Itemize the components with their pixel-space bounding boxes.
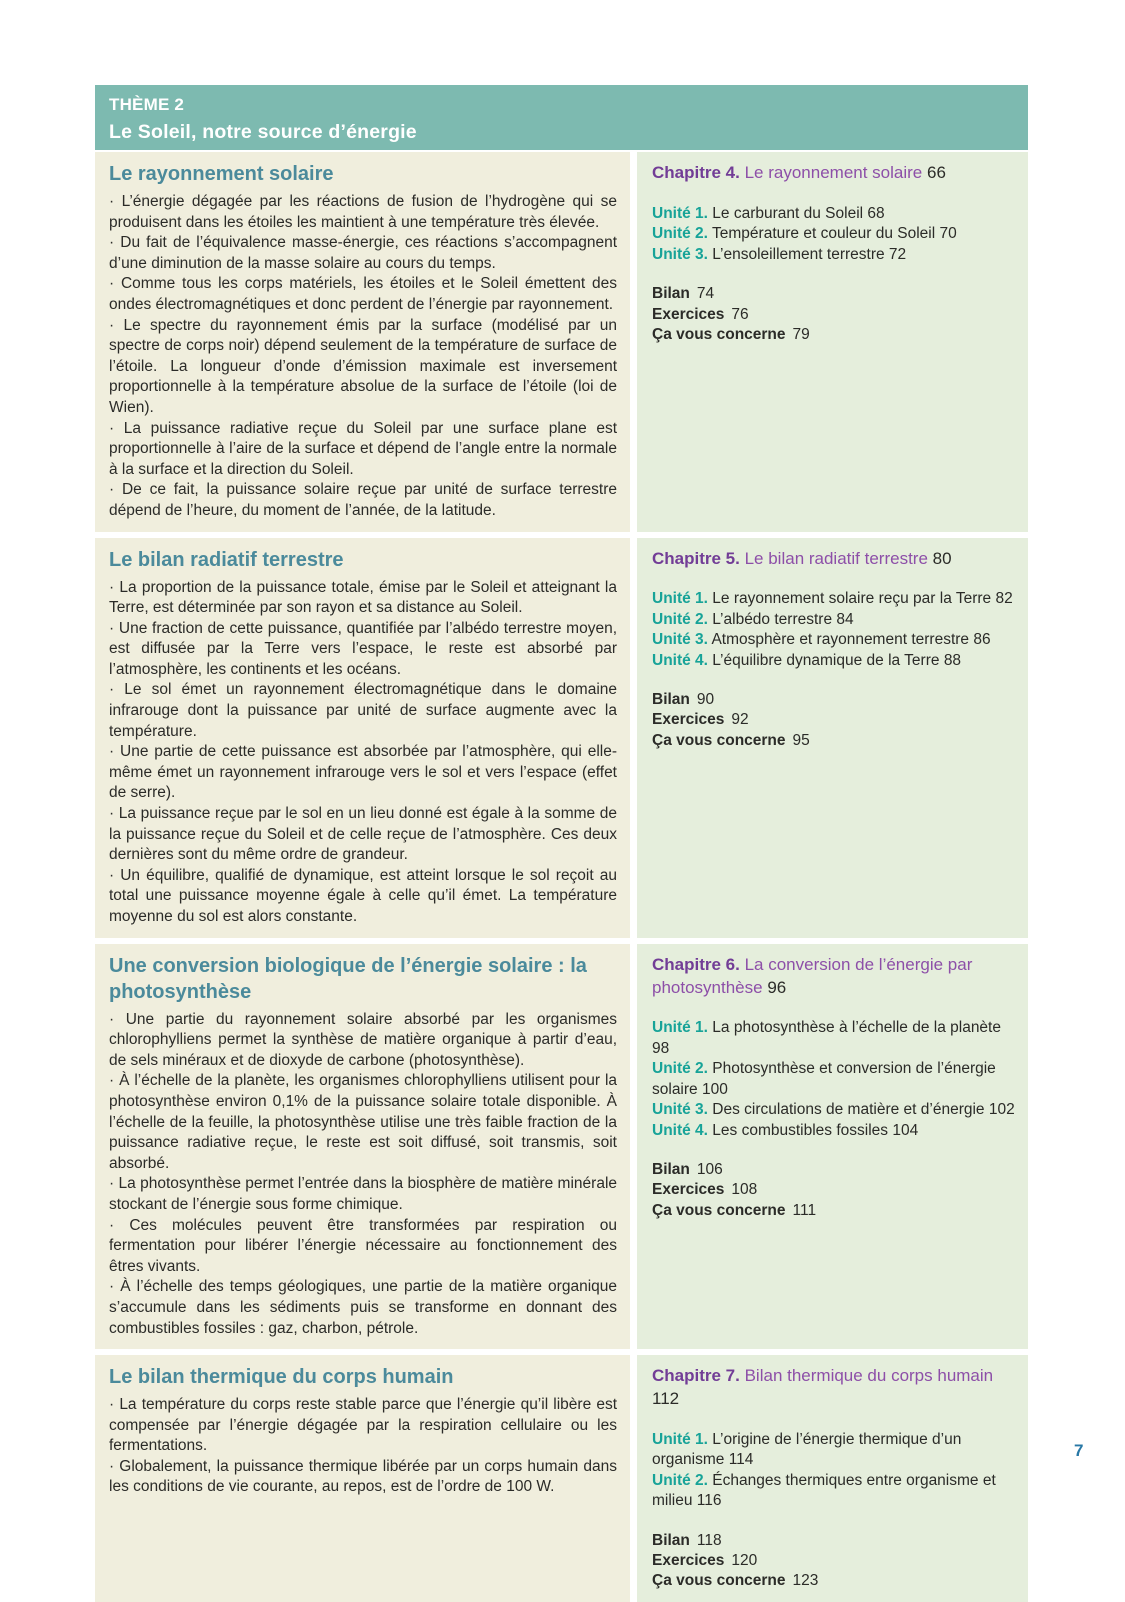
unit-label: Unité 2. bbox=[652, 1060, 708, 1078]
chapter-title: Le bilan radiatif terrestre bbox=[744, 548, 928, 568]
unit-title: Le carburant du Soleil bbox=[712, 204, 864, 222]
summary-bullet: · L’énergie dégagée par les réactions de fusion de l’hydrogène qui se produisent dans les étoiles les maintient à une température très élevée. bbox=[109, 192, 617, 233]
extra-label: Exercices bbox=[652, 1181, 725, 1199]
extra-label: Ça vous concerne bbox=[652, 731, 786, 749]
extra-page-number: 111 bbox=[792, 1201, 817, 1219]
extra-list bbox=[652, 1160, 1016, 1221]
unit-entry bbox=[652, 245, 1016, 265]
summary-bullet: · Une fraction de cette puissance, quantifiée par l’albédo terrestre moyen, est diffusée par la Terre vers l’espace, le reste est absorbé par l’atmosphère, les continents et les océans. bbox=[109, 619, 617, 681]
extra-page-number: 123 bbox=[792, 1572, 819, 1590]
chapter-heading bbox=[652, 954, 1016, 1000]
summary-bullet: · Comme tous les corps matériels, les étoiles et le Soleil émettent des ondes électromagnétiques et donc perdent de l’énergie par rayonnement. bbox=[109, 274, 617, 315]
unit-title: Température et couleur du Soleil bbox=[712, 225, 936, 243]
theme-row-bilan-radiatif bbox=[95, 538, 1028, 938]
theme-row-bilan-thermique bbox=[95, 1355, 1028, 1602]
unit-page-number: 72 bbox=[888, 245, 907, 263]
theme-rows bbox=[95, 152, 1028, 1602]
unit-page-number: 82 bbox=[995, 590, 1013, 608]
extra-page-number: 74 bbox=[696, 285, 715, 303]
summary-bullet: · Ces molécules peuvent être transformées par respiration ou fermentation pour libérer l’énergie nécessaire au fonctionnement des êtres vivants. bbox=[109, 1216, 617, 1278]
unit-label: Unité 2. bbox=[652, 1471, 708, 1489]
summary-heading: Le bilan radiatif terrestre bbox=[109, 548, 344, 571]
chapter-title: La conversion de l’énergie par photosynthèse bbox=[652, 954, 973, 997]
unit-title: Les combustibles fossiles bbox=[712, 1121, 889, 1139]
summary-bullet: · La puissance reçue par le sol en un lieu donné est égale à la somme de la puissance reçue du Soleil et de celle reçue de l’atmosphère. Ces deux dernières sont du même ordre de grandeur. bbox=[109, 804, 617, 866]
theme-label: THÈME 2 bbox=[109, 95, 185, 114]
extra-entry-ca-vous-concerne bbox=[652, 1571, 1016, 1591]
extra-label: Bilan bbox=[652, 1531, 690, 1549]
unit-page-number: 100 bbox=[701, 1080, 728, 1098]
unit-page-number: 88 bbox=[943, 651, 962, 669]
unit-entry bbox=[652, 630, 1016, 650]
unit-label: Unité 3. bbox=[652, 245, 708, 263]
unit-label: Unité 1. bbox=[652, 204, 708, 222]
extra-label: Bilan bbox=[652, 285, 690, 303]
extra-entry-bilan bbox=[652, 284, 1016, 304]
unit-entry bbox=[652, 1059, 1016, 1100]
chapter-label: Chapitre 6. bbox=[652, 954, 740, 974]
unit-entry bbox=[652, 651, 1016, 671]
extra-label: Ça vous concerne bbox=[652, 1201, 786, 1219]
unit-title: Atmosphère et rayonnement terrestre bbox=[711, 631, 970, 649]
summary-bullet: · Une partie du rayonnement solaire absorbé par les organismes chlorophylliens permet la synthèse de matière organique à partir d’eau, de sels minéraux et de dioxyde de carbone (photosynthèse). bbox=[109, 1010, 617, 1072]
extra-entry-ca-vous-concerne bbox=[652, 731, 1016, 751]
theme-title: Le Soleil, notre source d’énergie bbox=[109, 121, 417, 144]
extra-label: Exercices bbox=[652, 305, 725, 323]
unit-label: Unité 3. bbox=[652, 631, 708, 649]
unit-title: La photosynthèse à l’échelle de la planète bbox=[712, 1019, 1001, 1037]
extra-page-number: 120 bbox=[731, 1552, 758, 1569]
chapter-panel bbox=[637, 944, 1028, 1350]
unit-page-number: 104 bbox=[892, 1121, 919, 1139]
extra-page-number: 79 bbox=[792, 325, 810, 343]
page-number: 7 bbox=[1074, 1441, 1084, 1460]
summary-bullet: · La puissance radiative reçue du Soleil par une surface plane est proportionnelle à l’aire de la surface et dépend de l’angle entre la normale à la surface et la direction du Soleil. bbox=[109, 419, 617, 481]
unit-page-number: 84 bbox=[836, 610, 854, 628]
summary-panel bbox=[95, 152, 630, 532]
summary-bullet: · Un équilibre, qualifié de dynamique, est atteint lorsque le sol reçoit au total une puissance moyenne égale à celle qu’il émet. La température moyenne du sol est alors constante. bbox=[109, 866, 617, 928]
extra-entry-bilan bbox=[652, 1531, 1016, 1551]
unit-label: Unité 2. bbox=[652, 225, 708, 243]
unit-label: Unité 1. bbox=[652, 1019, 708, 1037]
unit-list bbox=[652, 1018, 1016, 1140]
chapter-page-number: 66 bbox=[927, 163, 946, 182]
summary-bullet: · Une partie de cette puissance est absorbée par l’atmosphère, qui elle-même émet un rayonnement infrarouge vers le sol et vers l’espace (effet de serre). bbox=[109, 742, 617, 804]
theme-row-photosynthese bbox=[95, 944, 1028, 1350]
unit-title: L’équilibre dynamique de la Terre bbox=[712, 651, 940, 669]
summary-bullet: · La température du corps reste stable parce que l’énergie qu’il libère est compensée par l’énergie dégagée par la respiration cellulaire ou les fermentations. bbox=[109, 1395, 617, 1457]
extra-list bbox=[652, 284, 1016, 345]
extra-page-number: 76 bbox=[731, 305, 749, 323]
extra-page-number: 90 bbox=[696, 691, 715, 709]
theme-row-rayonnement bbox=[95, 152, 1028, 532]
summary-bullet: · À l’échelle de la planète, les organismes chlorophylliens utilisent pour la photosynthèse environ 0,1% de la puissance solaire totale disponible. À l’échelle de la feuille, la photosynthèse utilise une très faible fraction de la puissance radiative reçue, le reste est soit diffusé, soit transmis, soit absorbé. bbox=[109, 1071, 617, 1174]
unit-title: L’origine de l’énergie thermique d’un organisme bbox=[652, 1430, 962, 1469]
extra-entry-ca-vous-concerne bbox=[652, 325, 1016, 345]
extra-page-number: 95 bbox=[792, 731, 810, 749]
unit-label: Unité 4. bbox=[652, 1121, 708, 1139]
summary-heading: Une conversion biologique de l’énergie solaire : la photosynthèse bbox=[109, 954, 587, 1003]
unit-page-number: 116 bbox=[696, 1492, 722, 1510]
extra-page-number: 106 bbox=[696, 1160, 723, 1178]
unit-page-number: 68 bbox=[867, 204, 885, 222]
extra-list bbox=[652, 1531, 1016, 1592]
unit-entry bbox=[652, 589, 1016, 609]
extra-entry-exercices bbox=[652, 1180, 1016, 1200]
extra-entry-exercices bbox=[652, 305, 1016, 325]
extra-page-number: 92 bbox=[731, 711, 749, 729]
summary-heading: Le bilan thermique du corps humain bbox=[109, 1366, 454, 1389]
chapter-heading bbox=[652, 548, 1016, 571]
extra-entry-bilan bbox=[652, 1160, 1016, 1180]
chapter-panel bbox=[637, 1355, 1028, 1602]
summary-panel bbox=[95, 538, 630, 938]
summary-panel bbox=[95, 944, 630, 1350]
unit-entry bbox=[652, 610, 1016, 630]
extra-label: Bilan bbox=[652, 691, 690, 709]
summary-bullet: · Globalement, la puissance thermique libérée par un corps humain dans les conditions de vie courante, au repos, est de l’ordre de 100 W. bbox=[109, 1457, 617, 1498]
summary-bullet: · Du fait de l’équivalence masse-énergie, ces réactions s’accompagnent d’une diminution de la masse solaire au cours du temps. bbox=[109, 233, 617, 274]
unit-label: Unité 1. bbox=[652, 590, 708, 608]
unit-entry bbox=[652, 1018, 1016, 1059]
chapter-panel bbox=[637, 152, 1028, 532]
unit-title: Le rayonnement solaire reçu par la Terre bbox=[712, 590, 992, 608]
summary-bullet: · La proportion de la puissance totale, émise par le Soleil et atteignant la Terre, est déterminée par son rayon et sa distance au Soleil. bbox=[109, 578, 617, 619]
extra-page-number: 108 bbox=[731, 1181, 758, 1199]
unit-entry bbox=[652, 224, 1016, 244]
unit-title: L’albédo terrestre bbox=[712, 610, 833, 628]
chapter-page-number: 112 bbox=[652, 1389, 680, 1409]
extra-page-number: 118 bbox=[696, 1531, 722, 1549]
extra-label: Exercices bbox=[652, 711, 725, 729]
extra-label: Bilan bbox=[652, 1160, 690, 1178]
chapter-heading bbox=[652, 1365, 1016, 1411]
chapter-page-number: 80 bbox=[932, 548, 952, 568]
chapter-page-number: 96 bbox=[767, 977, 787, 997]
chapter-panel bbox=[637, 538, 1028, 938]
extra-entry-bilan bbox=[652, 690, 1016, 710]
chapter-heading bbox=[652, 162, 1016, 185]
extra-entry-ca-vous-concerne bbox=[652, 1201, 1016, 1221]
unit-title: Échanges thermiques entre organisme et milieu bbox=[652, 1471, 996, 1510]
unit-entry bbox=[652, 1471, 1016, 1512]
unit-entry bbox=[652, 1100, 1016, 1120]
unit-label: Unité 4. bbox=[652, 651, 708, 669]
unit-title: Des circulations de matière et d’énergie bbox=[712, 1101, 985, 1119]
unit-list bbox=[652, 1430, 1016, 1512]
extra-label: Exercices bbox=[652, 1552, 725, 1569]
unit-page-number: 102 bbox=[988, 1101, 1015, 1119]
unit-label: Unité 3. bbox=[652, 1101, 708, 1119]
chapter-label: Chapitre 5. bbox=[652, 548, 740, 568]
unit-page-number: 114 bbox=[728, 1451, 754, 1469]
chapter-title: Le rayonnement solaire bbox=[744, 163, 923, 182]
unit-page-number: 98 bbox=[652, 1039, 670, 1057]
summary-bullet: · La photosynthèse permet l’entrée dans la biosphère de matière minérale stockant de l’énergie sous forme chimique. bbox=[109, 1174, 617, 1215]
chapter-title: Bilan thermique du corps humain bbox=[744, 1366, 994, 1386]
summary-bullet: · À l’échelle des temps géologiques, une partie de la matière organique s’accumule dans les sédiments puis se transforme en donnant des combustibles fossiles : gaz, charbon, pétrole. bbox=[109, 1277, 617, 1339]
unit-title: L’ensoleillement terrestre bbox=[712, 245, 885, 263]
unit-page-number: 70 bbox=[939, 225, 957, 243]
theme-header bbox=[95, 85, 1028, 150]
chapter-label: Chapitre 4. bbox=[652, 163, 740, 182]
summary-panel bbox=[95, 1355, 630, 1602]
unit-page-number: 86 bbox=[973, 631, 991, 649]
extra-entry-exercices bbox=[652, 710, 1016, 730]
summary-bullet: · Le sol émet un rayonnement électromagnétique dans le domaine infrarouge dont la puissance par unité de surface augmente avec la température. bbox=[109, 680, 617, 742]
unit-list bbox=[652, 204, 1016, 265]
content-sheet bbox=[95, 85, 1028, 1602]
chapter-label: Chapitre 7. bbox=[652, 1366, 740, 1386]
summary-heading: Le rayonnement solaire bbox=[109, 163, 334, 185]
extra-entry-exercices bbox=[652, 1551, 1016, 1571]
unit-label: Unité 2. bbox=[652, 610, 708, 628]
unit-label: Unité 1. bbox=[652, 1430, 708, 1448]
unit-entry bbox=[652, 1430, 1016, 1471]
summary-bullet: · Le spectre du rayonnement émis par la surface (modélisé par un spectre de corps noir) dépend seulement de la température de surface de l’étoile. La longueur d’onde d’émission maximale est inversement proportionnelle à la température absolue de la surface de l’étoile (loi de Wien). bbox=[109, 316, 617, 419]
unit-list bbox=[652, 589, 1016, 671]
extra-label: Ça vous concerne bbox=[652, 1572, 786, 1590]
summary-bullet: · De ce fait, la puissance solaire reçue par unité de surface terrestre dépend de l’heure, du moment de l’année, de la latitude. bbox=[109, 480, 617, 521]
unit-entry bbox=[652, 204, 1016, 224]
extra-list bbox=[652, 690, 1016, 751]
extra-label: Ça vous concerne bbox=[652, 325, 786, 343]
unit-entry bbox=[652, 1121, 1016, 1141]
unit-title: Photosynthèse et conversion de l’énergie solaire bbox=[652, 1060, 996, 1098]
